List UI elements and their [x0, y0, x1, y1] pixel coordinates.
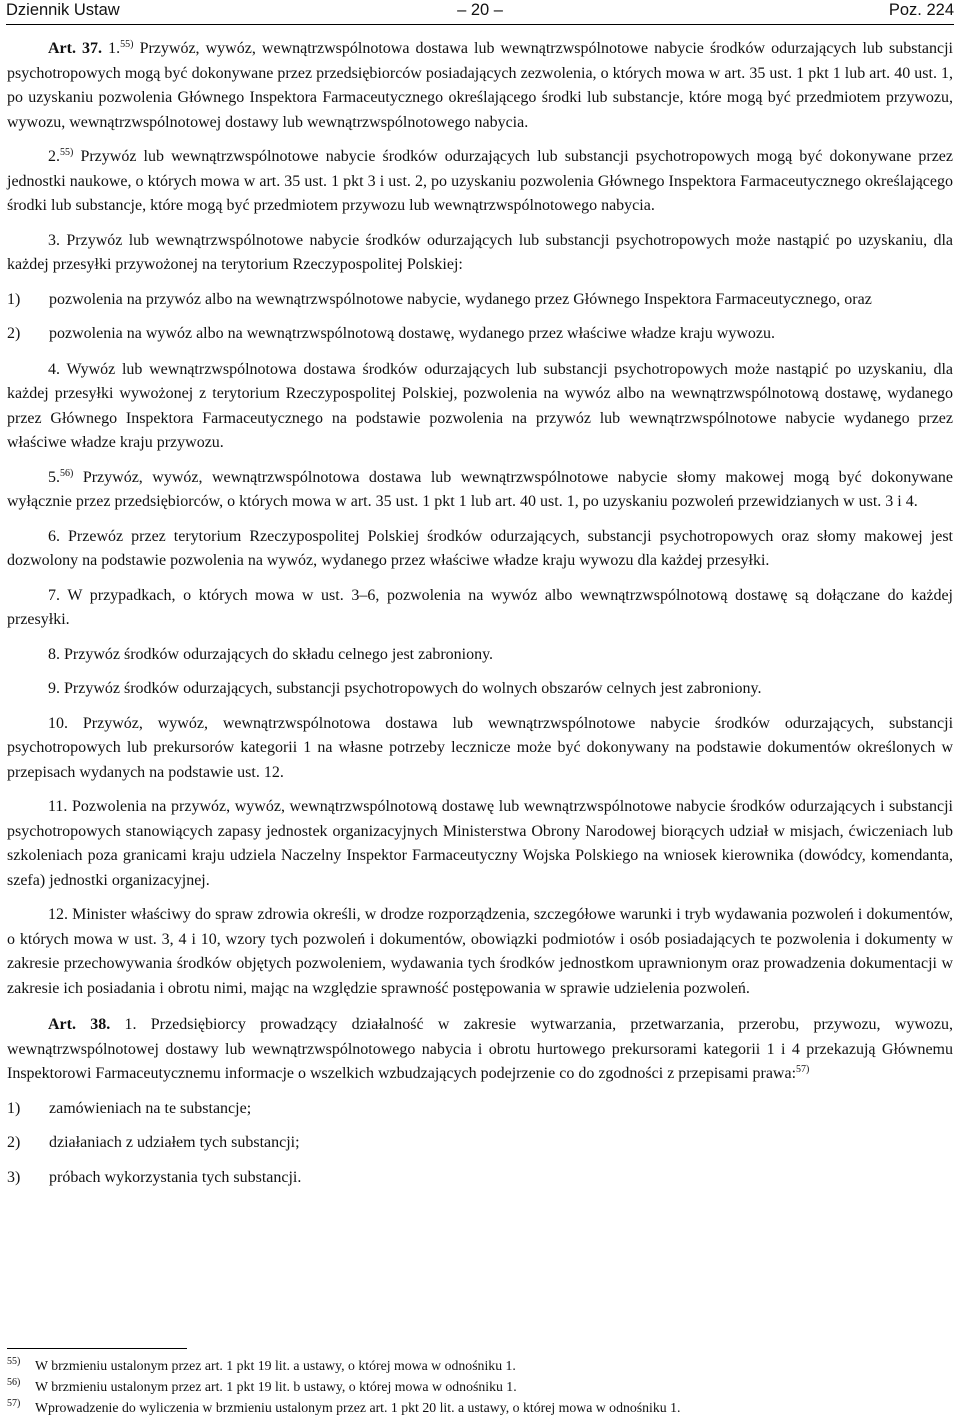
footnote — [7, 1376, 953, 1397]
paragraph-text: Przywóz, wywóz, wewnątrzwspólnotowa dostawa lub wewnątrzwspólnotowe nabycie słomy makowej mogą być dokonywane wyłącznie przez przedsiębiorców, o których mowa w art. 35 ust. 1 pkt 1 lub art. 40 ust. 1, po uzyskaniu pozwoleń przewidzianych w ust. 3 i 4. — [7, 468, 953, 510]
art37-par3-list — [7, 288, 953, 347]
art37-par6 — [7, 525, 953, 574]
footnote — [7, 1355, 953, 1376]
list-item-label: 1) — [7, 1099, 21, 1117]
footnote-text: W brzmieniu ustalonym przez art. 1 pkt 19 lit. b ustawy, o której mowa w odnośniku 1. — [35, 1379, 517, 1394]
paragraph-text: Przywóz, wywóz, wewnątrzwspólnotowa dostawa lub wewnątrzwspólnotowe nabycie środków odurzających, substancji psychotropowych lub prekursorów kategorii 1 na własne potrzeby lecznicze może być dokonywany na podstawie dokumentów określonych w przepisach wydanych na podstawie ust. 12. — [7, 714, 954, 781]
art37-par8 — [7, 643, 953, 668]
paragraph-text: Przywóz środków odurzających do składu celnego jest zabroniony. — [64, 645, 494, 663]
art37-par12 — [7, 903, 953, 1001]
paragraph-number: 4. — [48, 360, 60, 378]
footnote-ref: 55) — [60, 147, 74, 158]
paragraph-text: Przywóz, wywóz, wewnątrzwspólnotowa dostawa lub wewnątrzwspólnotowe nabycie środków odurzających lub substancji psychotropowych mogą być dokonywane przez przedsiębiorców posiadających zezwolenia, o których mowa w art. 35 ust. 1 pkt 1 lub art. 40 ust. 1, po uzyskaniu pozwolenia Głównego Inspektora Farmaceutycznego określającego środki lub substancje, które mogą być przedmiotem przywozu, wywozu, wewnątrzwspólnotowej dostawy lub wewnątrzwspólnotowego nabycia. — [7, 40, 953, 131]
paragraph-text: Przywóz środków odurzających, substancji psychotropowych do wolnych obszarów celnych jest zabroniony. — [64, 680, 762, 697]
paragraph-text: Pozwolenia na przywóz, wywóz, wewnątrzwspólnotową dostawę lub wewnątrzwspólnotowe nabycie środków odurzających i substancji psychotropowych stanowiących zapasy jednostek organizacyjnych Ministerstwa Obrony Narodowej biorących udział w misjach, ćwiczeniach lub szkoleniach poza granicami kraju udziela Naczelny Inspektor Farmaceutyczny Wojska Polskiego na wniosek kierownika (dowódcy, komendanta, szefa) jednostki organizacyjnej. — [7, 798, 954, 889]
paragraph-number: 7. — [48, 586, 60, 604]
footnote-text: Wprowadzenie do wyliczenia w brzmieniu ustalonym przez art. 1 pkt 20 lit. a ustawy, o której mowa w odnośniku 1. — [35, 1400, 681, 1415]
list-item-text: próbach wykorzystania tych substancji. — [49, 1168, 302, 1186]
paragraph-number: 3. — [48, 231, 60, 249]
paragraph-number: 12. — [48, 906, 68, 923]
position-number: Poz. 224 — [888, 1, 954, 19]
art38-par1 — [7, 1013, 953, 1087]
paragraph-number: 11. — [48, 798, 68, 815]
footnote-text: W brzmieniu ustalonym przez art. 1 pkt 19 lit. a ustawy, o której mowa w odnośniku 1. — [35, 1358, 516, 1373]
paragraph-number: 2. — [48, 148, 60, 165]
art37-par1 — [7, 37, 953, 135]
paragraph-number: 8. — [48, 645, 60, 663]
list-item — [7, 1097, 953, 1122]
list-item-text: pozwolenia na wywóz albo na wewnątrzwspólnotową dostawę, wydanego przez właściwe władze kraju wywozu. — [49, 325, 775, 342]
paragraph-number: 1. — [124, 1016, 137, 1033]
art37-par7 — [7, 584, 953, 633]
list-item — [7, 322, 953, 347]
list-item-label: 2) — [7, 325, 21, 342]
paragraph-number: 9. — [48, 680, 60, 697]
footnote-ref: 57) — [796, 1064, 810, 1075]
art37-par9 — [7, 677, 953, 702]
art38-par1-list — [7, 1097, 953, 1191]
art37-par5 — [7, 466, 953, 515]
page-number: – 20 – — [457, 1, 503, 19]
paragraph-number: 5. — [48, 468, 60, 486]
header-divider — [6, 24, 954, 25]
art37-par3 — [7, 229, 953, 278]
footnote-divider — [7, 1348, 187, 1349]
article-label: Art. 37. — [48, 40, 103, 57]
paragraph-text: Przywóz lub wewnątrzwspólnotowe nabycie środków odurzających lub substancji psychotropowych może nastąpić po uzyskaniu, dla każdej przesyłki przywożonej na terytorium Rzeczypospolitej Polskiej: — [7, 231, 953, 273]
art37-par2 — [7, 145, 953, 219]
list-item-label: 3) — [7, 1168, 21, 1186]
footnote-number: 56) — [7, 1377, 21, 1388]
list-item-text: pozwolenia na przywóz albo na wewnątrzwspólnotowe nabycie, wydanego przez Głównego Inspektora Farmaceutycznego, oraz — [49, 290, 872, 308]
paragraph-number: 1. — [108, 40, 121, 57]
paragraph-text: Wywóz lub wewnątrzwspólnotowa dostawa środków odurzających lub substancji psychotropowych może nastąpić po uzyskaniu, dla każdej przesyłki wywożonej z terytorium Rzeczypospolitej Polskiej, pozwolenia na wywóz albo na wewnątrzwspólnotową dostawę, wydanego przez Głównego Inspektora Farmaceutycznego na podstawie pozwolenia na przywóz lub wewnątrzwspólnotowe nabycie wydanego przez właściwe władze kraju przywozu. — [7, 360, 954, 451]
list-item-text: zamówieniach na te substancje; — [49, 1099, 252, 1117]
list-item-label: 1) — [7, 290, 21, 308]
list-item — [7, 288, 953, 313]
paragraph-text: Minister właściwy do spraw zdrowia określi, w drodze rozporządzenia, szczegółowe warunki i tryb wydawania pozwoleń i dokumentów, o których mowa w ust. 3, 4 i 10, wzory tych pozwoleń i dokumentów, obowiązki podmiotów i osób posiadających te pozwolenia i dokumenty w zakresie przechowywania środków objętych pozwoleniem, wydawania tych środków jednostkom uprawnionym oraz prowadzenia dokumentacji w zakresie ich posiadania i obrotu nimi, mając na względzie sprawność postępowania w sprawie udzielenia pozwoleń. — [7, 906, 953, 997]
paragraph-text: Przedsiębiorcy prowadzący działalność w zakresie wytwarzania, przetwarzania, przerobu, przywozu, wywozu, wewnątrzwspólnotowej dostawy lub wewnątrzwspólnotowego nabycia i obrotu hurtowego prekursorami kategorii 1 i 4 przekazują Głównemu Inspektorowi Farmaceutycznemu informacje o wszelkich wzbudzających podejrzenie co do zgodności z przepisami prawa: — [7, 1016, 954, 1082]
paragraph-text: W przypadkach, o których mowa w ust. 3–6, pozwolenia na wywóz albo wewnątrzwspólnotową dostawę są dołączane do każdej przesyłki. — [7, 586, 953, 628]
footnote-ref: 55) — [120, 39, 134, 50]
article-label: Art. 38. — [48, 1016, 111, 1033]
paragraph-text: Przywóz lub wewnątrzwspólnotowe nabycie środków odurzających lub substancji psychotropowych mogą być dokonywane przez jednostki naukowe, o których mowa w art. 35 ust. 1 pkt 3 i ust. 2, po uzyskaniu pozwolenia Głównego Inspektora Farmaceutycznego określającego środki lub substancje, które mogą być przedmiotem przywozu lub wewnątrzwspólnotowego nabycia. — [7, 148, 953, 214]
footnotes — [7, 1355, 953, 1418]
journal-title: Dziennik Ustaw — [6, 1, 120, 19]
paragraph-text: Przewóz przez terytorium Rzeczypospolitej Polskiej środków odurzających, substancji psychotropowych oraz słomy makowej jest dozwolony na podstawie pozwolenia na wywóz, wydanego przez właściwe władze kraju wywozu dla każdej przesyłki. — [7, 527, 953, 569]
paragraph-number: 10. — [48, 714, 68, 732]
list-item-label: 2) — [7, 1134, 21, 1151]
footnote-ref: 56) — [60, 467, 74, 479]
list-item — [7, 1131, 953, 1156]
document-body — [7, 37, 953, 1200]
footnote-number: 57) — [7, 1398, 21, 1409]
footnote — [7, 1397, 953, 1418]
paragraph-number: 6. — [48, 527, 60, 545]
list-item-text: działaniach z udziałem tych substancji; — [49, 1134, 300, 1151]
list-item — [7, 1166, 953, 1191]
art37-par11 — [7, 795, 953, 893]
footnote-number: 55) — [7, 1356, 21, 1367]
art37-par4 — [7, 358, 953, 456]
art37-par10 — [7, 712, 953, 786]
